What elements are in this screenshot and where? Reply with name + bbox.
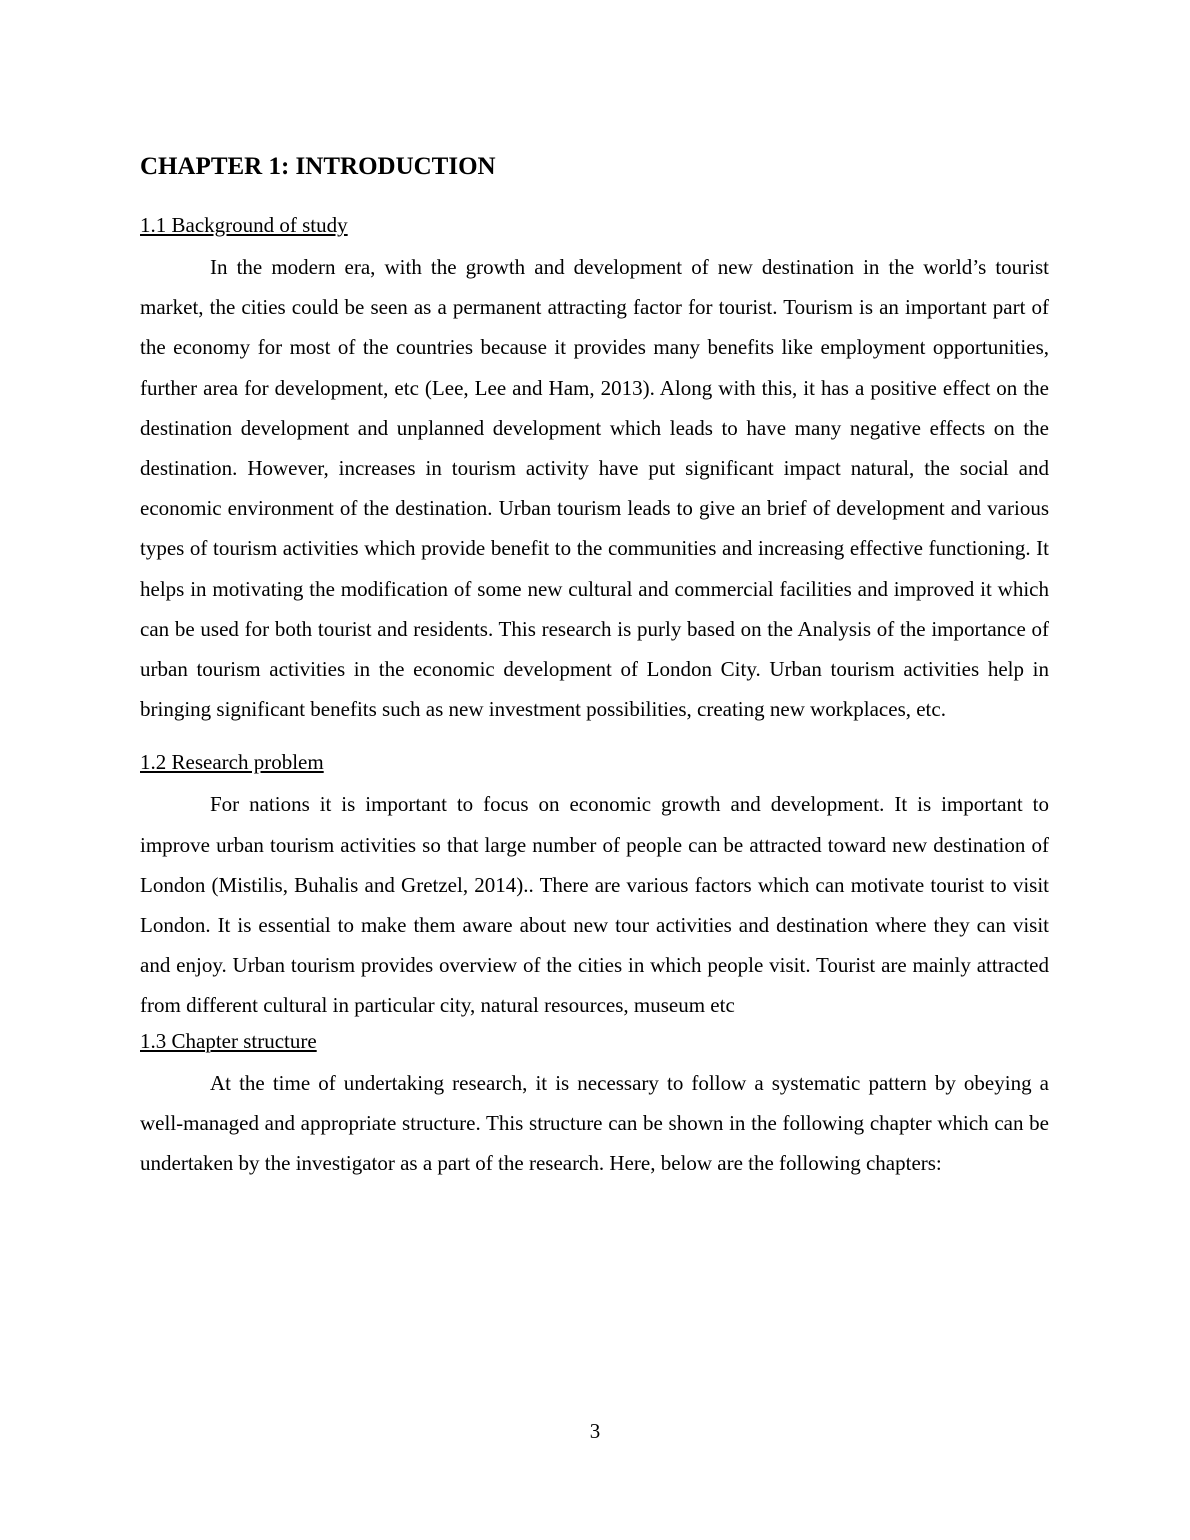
section-heading-background: 1.1 Background of study [140,213,348,237]
paragraph-chapter-structure: At the time of undertaking research, it is necessary to follow a systematic pattern by obeying a well-managed and appropriate structure. This structure can be shown in the following chapter which can be undertaken by the investigator as a part of the research. Here, below are the following chapters: [140,1070,1049,1176]
page-number: 3 [589,1419,601,1443]
section-heading-chapter-structure: 1.3 Chapter structure [140,1028,317,1053]
section-heading-research-problem: 1.2 Research problem [140,750,324,775]
paragraph-background: In the modern era, with the growth and development of new destination in the world’s tourist market, the cities could be seen as a permanent attracting factor for tourist. Tourism is an important part of the economy for most of the countries because it provides many benefits like employment opportunities, further area for development, etc (Lee, Lee and Ham, 2013). Along with this, it has a positive effect on the destination development and unplanned development which leads to have many negative effects on the destination. However, increases in tourism activity have put significant impact natural, the social and economic environment of the destination. Urban tourism leads to give an brief of development and various types of tourism activities which provide benefit to the communities and increasing effective functioning. It helps in motivating the modification of some new cultural and commercial facilities and improved it which can be used for both tourist and residents. This research is purly based on the Analysis of the importance of urban tourism activities in the economic development of London City. Urban tourism activities help in bringing significant benefits such as new investment possibilities, creating new workplaces, etc. [140,255,1049,722]
paragraph-research-problem: For nations it is important to focus on economic growth and development. It is important to improve urban tourism activities so that large number of people can be attracted toward new destination of London (Mistilis, Buhalis and Gretzel, 2014).. There are various factors which can motivate tourist to visit London. It is essential to make them aware about new tour activities and destination where they can visit and enjoy. Urban tourism provides overview of the cities in which people visit. Tourist are mainly attracted from different cultural in particular city, natural resources, museum etc [140,792,1049,1018]
page-content [140,148,1049,1183]
chapter-title: CHAPTER 1: INTRODUCTION [140,153,496,180]
